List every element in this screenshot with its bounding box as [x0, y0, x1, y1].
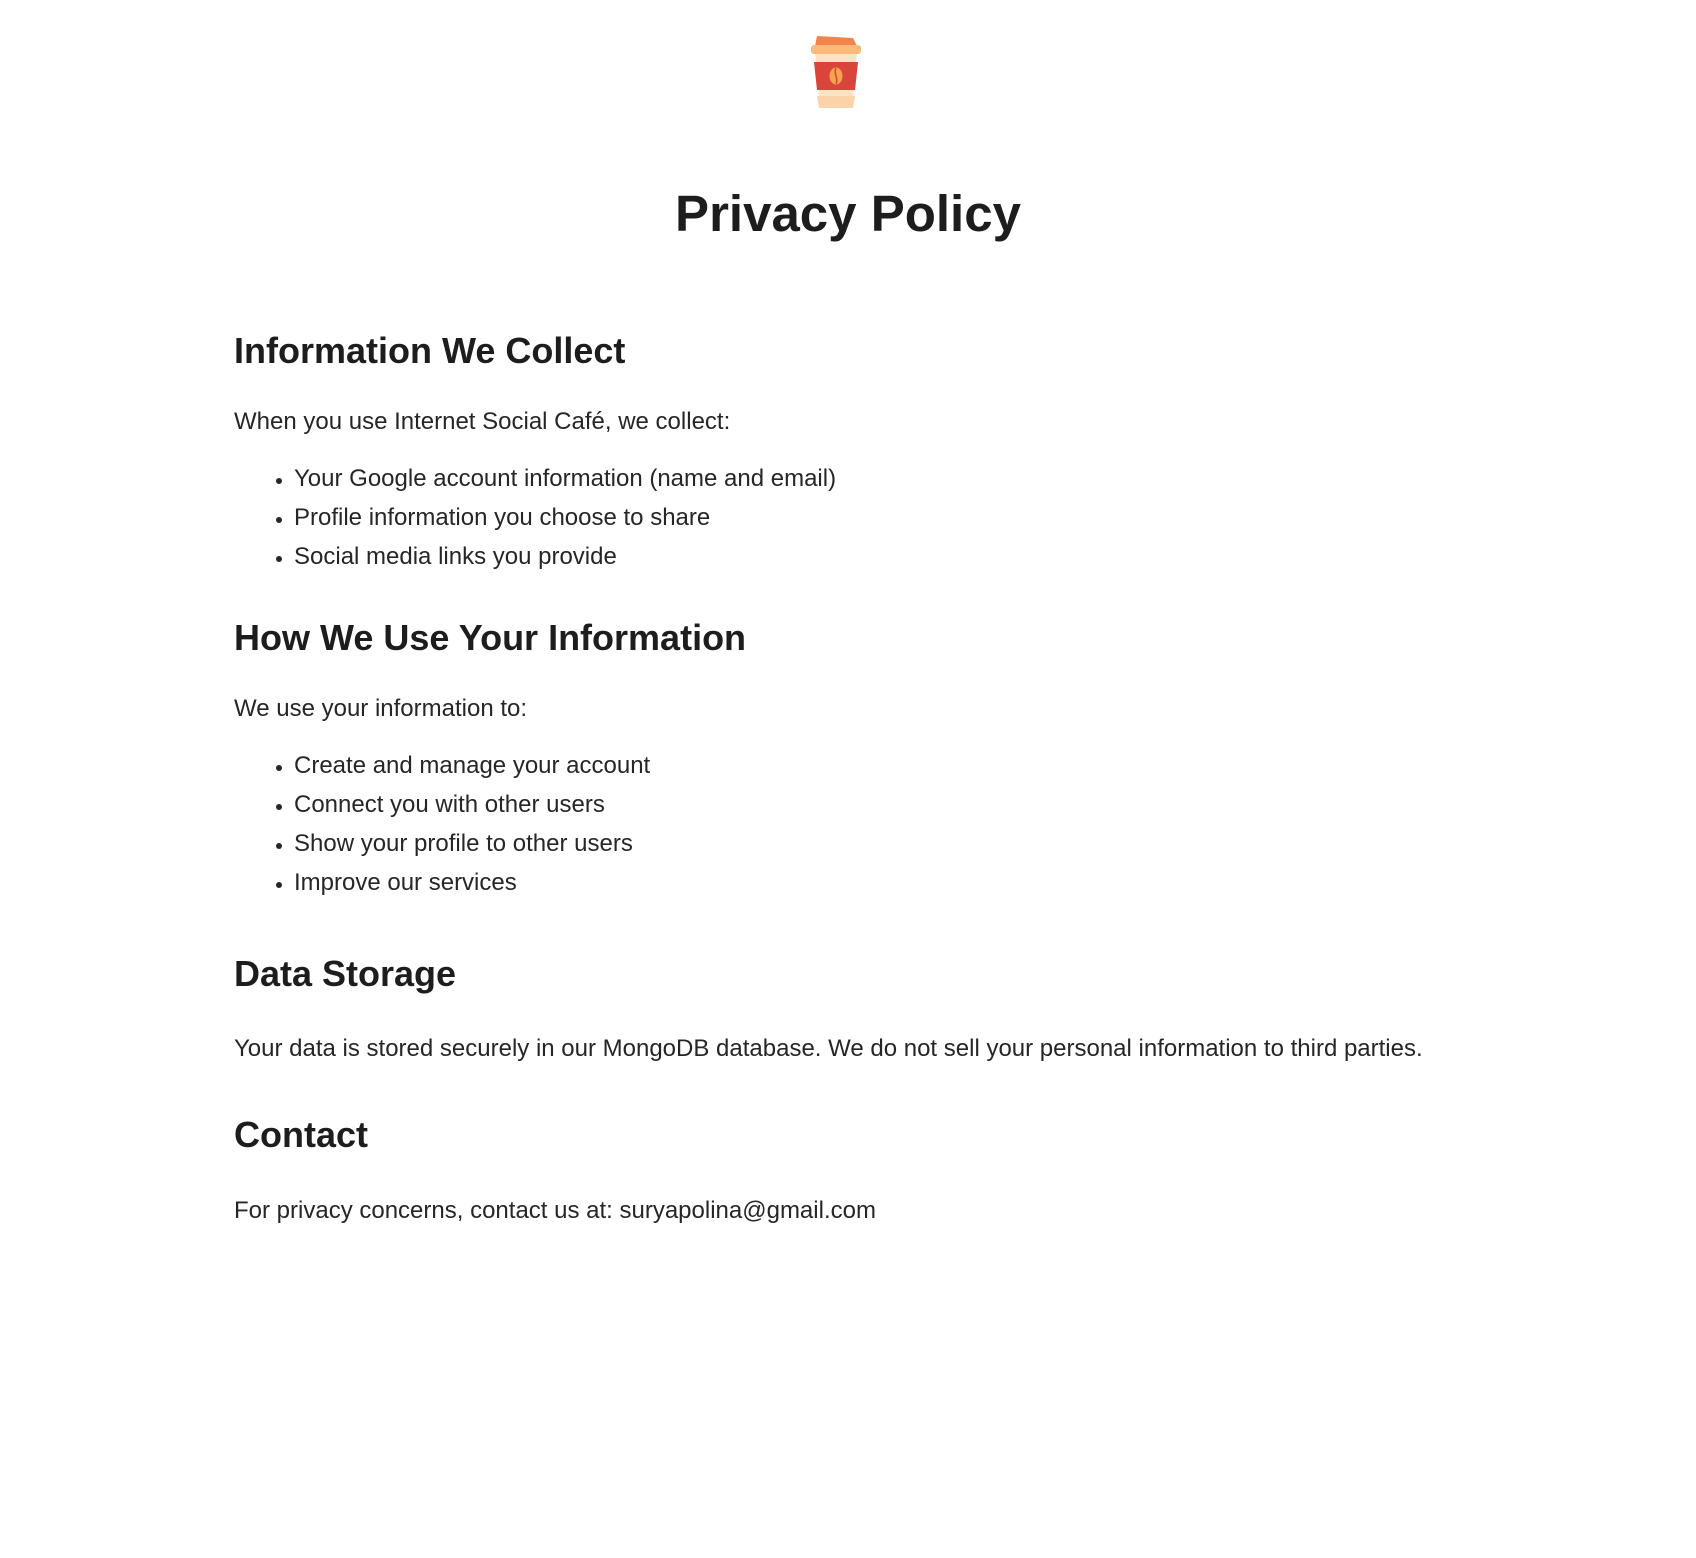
section-contact [234, 1113, 1534, 1226]
section-information-we-collect [234, 329, 1534, 576]
section-heading: How We Use Your Information [234, 617, 747, 658]
section-list [234, 459, 1534, 576]
section-intro: When you use Internet Social Café, we collect: [234, 408, 731, 435]
list-item: • Your Google account information (name and email) [294, 459, 1534, 498]
policy-content [234, 329, 1534, 1226]
section-heading: Contact [234, 1114, 368, 1155]
section-intro: We use your information to: [234, 695, 528, 722]
list-item: • Create and manage your account [294, 746, 1534, 785]
section-heading: Information We Collect [234, 330, 626, 371]
page-title: Privacy Policy [675, 185, 1021, 242]
section-heading: Data Storage [234, 953, 457, 994]
section-list [234, 746, 1534, 902]
section-how-we-use [234, 616, 1534, 902]
section-body: For privacy concerns, contact us at: suryapolina@gmail.com [234, 1197, 876, 1224]
section-body: Your data is stored securely in our MongoDB database. We do not sell your personal information to third parties. [234, 1035, 1423, 1062]
list-item: • Social media links you provide [294, 537, 1534, 576]
coffee-cup-icon [807, 34, 865, 110]
section-data-storage [234, 952, 1534, 1064]
list-item: • Profile information you choose to share [294, 498, 1534, 537]
list-item: • Connect you with other users [294, 785, 1534, 824]
list-item: • Improve our services [294, 863, 1534, 902]
list-item: • Show your profile to other users [294, 824, 1534, 863]
